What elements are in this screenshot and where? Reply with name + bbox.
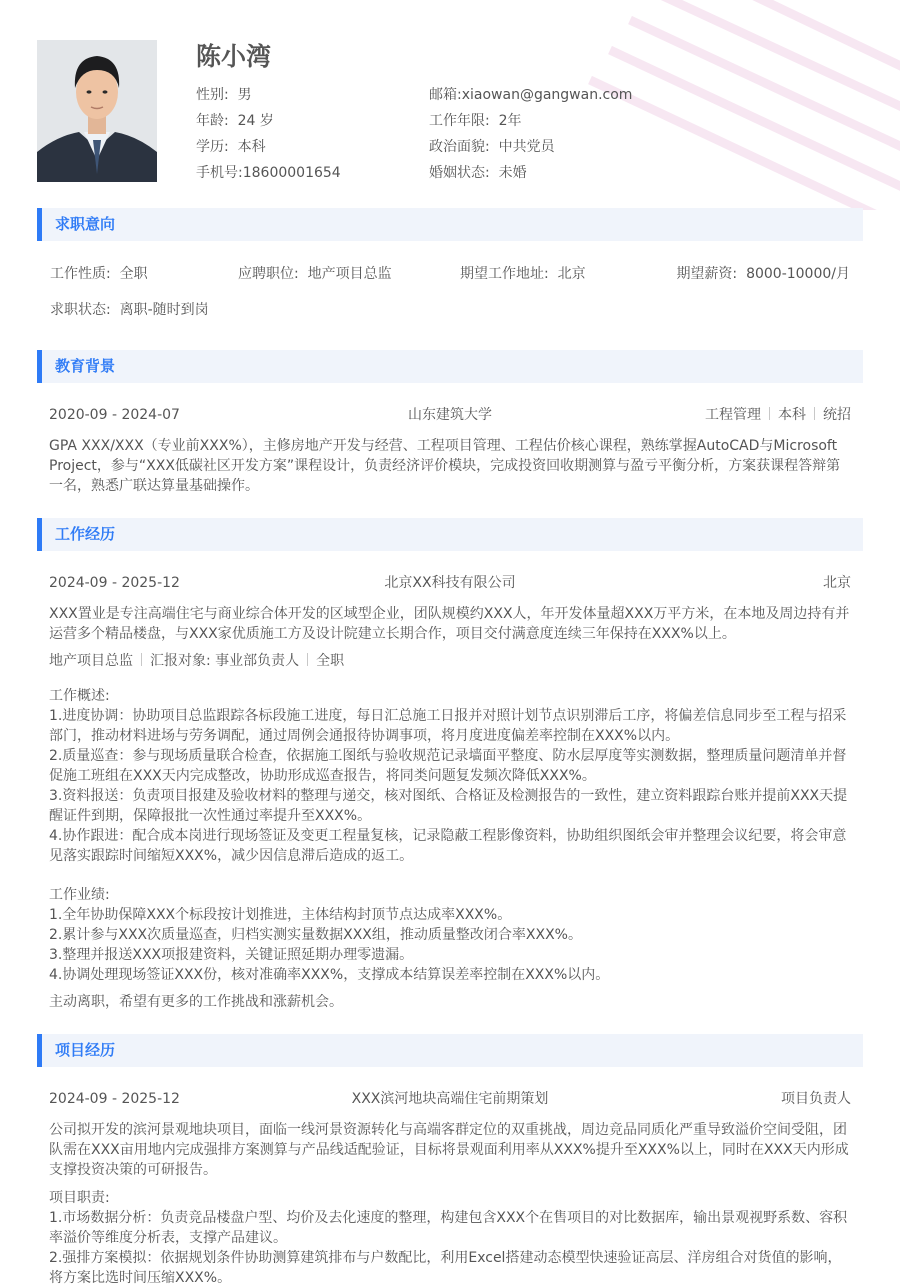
list-item: 3.整理并报送XXX项报建资料，关键证照延期办理零遗漏。 [49, 947, 414, 963]
intent-salary-label: 期望薪资: [676, 266, 738, 282]
section-accent-bar [37, 350, 42, 383]
work-employment: 全职 [316, 653, 345, 669]
political-row [429, 137, 555, 157]
years-label: 工作年限: [429, 113, 490, 129]
marital-value: 未婚 [498, 165, 527, 181]
education-row [196, 137, 266, 157]
phone-value: 18600001654 [242, 165, 341, 181]
education-mode: 统招 [823, 407, 851, 423]
work-leave-reason-text: 主动离职，希望有更多的工作挑战和涨薪机会。 [49, 994, 343, 1010]
education-period: 2020-09 - 2024-07 [49, 407, 180, 423]
candidate-name: 陈小湾 [196, 42, 272, 71]
work-company: 北京XX科技有限公司 [384, 575, 516, 591]
work-company-description [49, 604, 854, 644]
work-overview-title: 工作概述: [49, 688, 110, 704]
intent-position [238, 264, 392, 284]
section-title: 教育背景 [55, 357, 116, 375]
education-meta [705, 405, 851, 425]
divider [814, 407, 815, 420]
project-description [49, 1120, 854, 1180]
list-item: 1.市场数据分析：负责竞品楼盘户型、均价及去化速度的整理，构建包含XXX个在售项目的对比数据库，输出景观视野系数、容积率溢价等维度分析表，支撑产品建议。 [49, 1210, 848, 1246]
project-name: XXX滨河地块高端住宅前期策划 [351, 1091, 549, 1107]
project-description-text: 公司拟开发的滨河景观地块项目，面临一线河景资源转化与高端客群定位的双重挑战，周边竞品同质化严重导致溢价空间受阻，团队需在XXX亩用地内完成强排方案测算与产品线适配验证，目标将景观面利用率从XXX%提升至XXX%以上，同时在XXX天内形成支撑投资决策的可研报告。 [49, 1122, 849, 1178]
list-item: 2.强排方案模拟：依据规划条件协助测算建筑排布与户数配比，利用Excel搭建动态模型快速验证高层、洋房组合对货值的影响，将方案比选时间压缩XXX%。 [49, 1250, 842, 1286]
age-label: 年龄: [196, 113, 229, 129]
divider [141, 653, 142, 666]
intent-status [50, 300, 209, 320]
years-row [429, 111, 522, 131]
age-value: 24 岁 [237, 113, 274, 129]
list-item: 1.全年协助保障XXX个标段按计划推进，主体结构封顶节点达成率XXX%。 [49, 907, 512, 923]
divider [307, 653, 308, 666]
intent-type-label: 工作性质: [50, 266, 111, 282]
work-leave-reason [49, 992, 854, 1012]
project-role: 项目负责人 [781, 1091, 851, 1107]
political-label: 政治面貌: [429, 139, 490, 155]
section-job-intent [37, 208, 863, 241]
work-company-description-text: XXX置业是专注高端住宅与商业综合体开发的区域型企业，团队规模约XXX人，年开发体量超XXX万平方米，在本地及周边持有并运营多个精品楼盘，与XXX家优质施工方及设计院建立长期合作，项目交付满意度连续三年保持在XXX%以上。 [49, 606, 850, 642]
work-meta [49, 651, 344, 671]
email-row [429, 85, 632, 105]
avatar [37, 40, 157, 182]
intent-type-value: 全职 [119, 266, 148, 282]
project-duties [49, 1188, 854, 1288]
email-label: 邮箱: [429, 87, 462, 103]
years-value: 2年 [498, 113, 522, 129]
age-row [196, 111, 274, 131]
intent-type [50, 264, 148, 284]
marital-label: 婚姻状态: [429, 165, 490, 181]
education-description [49, 436, 854, 496]
work-achievements [49, 885, 854, 985]
list-item: 1.进度协调：协助项目总监跟踪各标段施工进度，每日汇总施工日报并对照计划节点识别滞后工序，将偏差信息同步至工程与招采部门，推动材料进场与劳务调配，通过周例会通报待协调事项，将月度进度偏差率控制在XXX%以内。 [49, 708, 847, 744]
email-value: xiaowan@gangwan.com [461, 87, 633, 103]
section-title: 工作经历 [55, 525, 116, 543]
divider [769, 407, 770, 420]
gender-label: 性别: [196, 87, 229, 103]
decorative-stripes [570, 0, 900, 210]
section-project [37, 1034, 863, 1067]
list-item: 4.协作跟进：配合成本岗进行现场签证及变更工程量复核，记录隐蔽工程影像资料，协助组织图纸会审并整理会议纪要，将会审意见落实跟踪时间缩短XXX%，减少因信息滞后造成的返工。 [49, 828, 847, 864]
education-degree: 本科 [778, 407, 806, 423]
intent-position-label: 应聘职位: [238, 266, 299, 282]
work-report: 汇报对象: 事业部负责人 [150, 653, 300, 669]
project-period: 2024-09 - 2025-12 [49, 1091, 180, 1107]
phone-row [196, 163, 341, 183]
section-education [37, 350, 863, 383]
section-accent-bar [37, 208, 42, 241]
education-major: 工程管理 [705, 407, 761, 423]
section-title: 求职意向 [55, 215, 116, 233]
intent-location-label: 期望工作地址: [460, 266, 549, 282]
list-item: 2.质量巡查：参与现场质量联合检查，依据施工图纸与验收规范记录墙面平整度、防水层厚度等实测数据，整理质量问题清单并督促施工班组在XXX天内完成整改，协助形成巡查报告，将同类问题复发频次降低XXX%。 [49, 748, 847, 784]
education-label: 学历: [196, 139, 229, 155]
education-value: 本科 [237, 139, 266, 155]
marital-row [429, 163, 527, 183]
work-achievements-title: 工作业绩: [49, 887, 110, 903]
project-duties-title: 项目职责: [49, 1190, 110, 1206]
section-title: 项目经历 [55, 1041, 116, 1059]
section-accent-bar [37, 518, 42, 551]
intent-location-value: 北京 [557, 266, 586, 282]
gender-value: 男 [237, 87, 252, 103]
work-role: 地产项目总监 [49, 653, 133, 669]
political-value: 中共党员 [498, 139, 555, 155]
list-item: 2.累计参与XXX次质量巡查，归档实测实量数据XXX组，推动质量整改闭合率XXX%。 [49, 927, 582, 943]
intent-status-label: 求职状态: [50, 302, 111, 318]
list-item: 4.协调处理现场签证XXX份，核对准确率XXX%，支撑成本结算误差率控制在XXX%以内。 [49, 967, 610, 983]
work-period: 2024-09 - 2025-12 [49, 575, 180, 591]
intent-salary [676, 264, 850, 284]
gender-row [196, 85, 252, 105]
intent-salary-value: 8000-10000/月 [746, 266, 850, 282]
intent-location [460, 264, 586, 284]
intent-status-value: 离职-随时到岗 [119, 302, 209, 318]
list-item: 3.资料报送：负责项目报建及验收材料的整理与递交，核对图纸、合格证及检测报告的一致性，建立资料跟踪台账并提前XXX天提醒证件到期，保障报批一次性通过率提升至XXX%。 [49, 788, 848, 824]
phone-label: 手机号: [196, 165, 243, 181]
education-school: 山东建筑大学 [408, 407, 492, 423]
section-work [37, 518, 863, 551]
education-description-text: GPA XXX/XXX（专业前XXX%），主修房地产开发与经营、工程项目管理、工程估价核心课程，熟练掌握AutoCAD与Microsoft Project，参与“XXX低碳社区开发方案”课程设计，负责经济评价模块，完成投资回收期测算与盈亏平衡分析，方案获课程答辩第一名，熟悉广联达算量基础操作。 [49, 438, 841, 494]
work-overview [49, 686, 854, 866]
intent-position-value: 地产项目总监 [307, 266, 392, 282]
work-city: 北京 [823, 575, 851, 591]
section-accent-bar [37, 1034, 42, 1067]
